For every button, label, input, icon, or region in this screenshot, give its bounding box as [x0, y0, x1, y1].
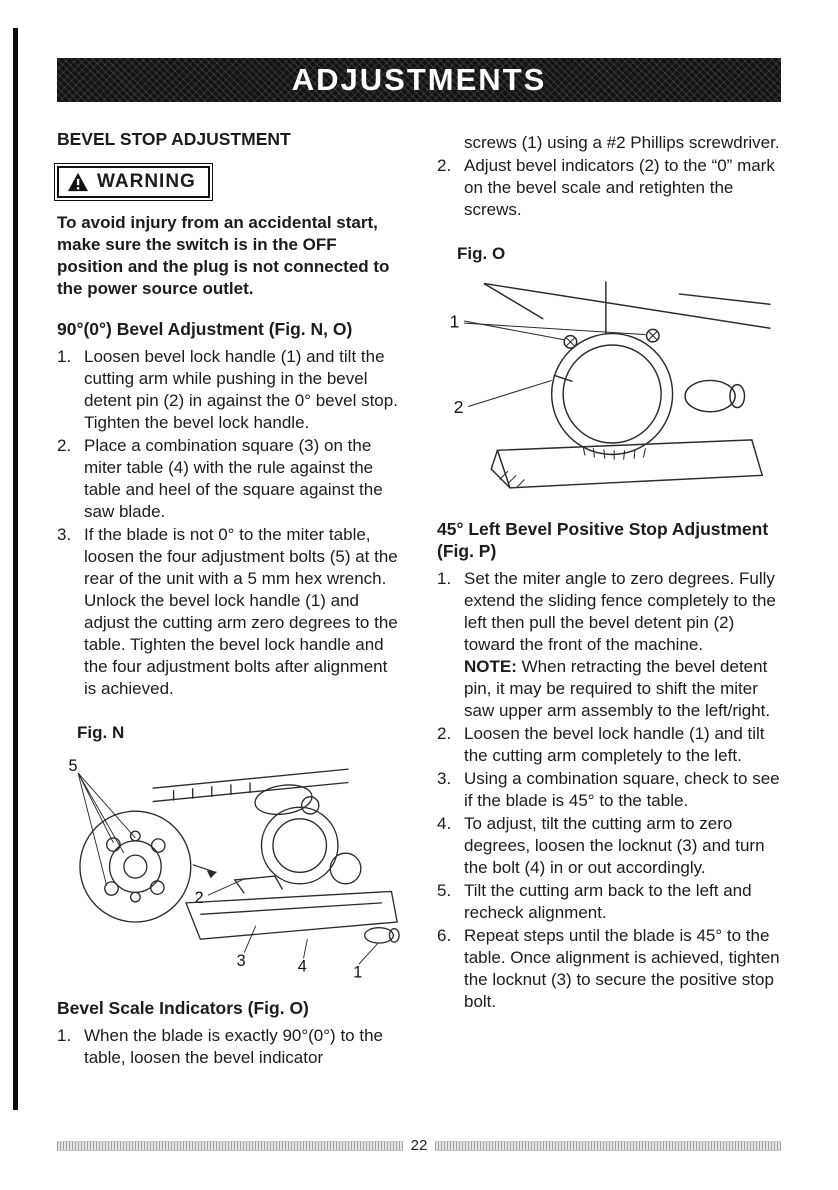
warning-label: WARNING — [97, 171, 196, 192]
note-label: NOTE: — [464, 657, 517, 677]
section-banner — [57, 58, 781, 102]
footer-hatch-right — [435, 1141, 781, 1151]
page-footer — [57, 1137, 781, 1154]
list-text: If the blade is not 0° to the miter table, loosen the four adjustment bolts (5) at the rear of the unit with a 5 mm hex wrench. Unlock the bevel lock handle (1) and adjust the cutting arm zero degrees to the table. Tighten the bevel lock handle and the four adjustment bolts after alignment is achieved. — [84, 525, 398, 698]
indicators-list — [57, 1025, 401, 1069]
list-text — [464, 568, 781, 722]
left-column — [57, 128, 401, 1070]
fig-o-illustration — [437, 271, 781, 500]
list-number: 2. — [437, 724, 452, 744]
adj45-list — [437, 568, 781, 1013]
footer-hatch-left — [57, 1141, 403, 1151]
note-block — [464, 656, 781, 722]
warning-box — [57, 166, 210, 198]
section-banner-title: ADJUSTMENTS — [291, 62, 547, 97]
fig-n-callout-3: 3 — [236, 951, 246, 970]
list-item — [57, 346, 401, 434]
warning-text: To avoid injury from an accidental start, make sure the switch is in the OFF position and the plug is not connected to the power source outlet. — [57, 213, 390, 298]
scan-artifact-line — [13, 28, 18, 1110]
fig-n-label: Fig. N — [77, 723, 125, 742]
fig-o-callout-1: 1 — [449, 311, 460, 332]
list-item — [437, 132, 781, 154]
fig-n-callout-5: 5 — [68, 757, 78, 776]
page-content — [57, 58, 781, 1070]
list-number: 1. — [437, 569, 452, 589]
list-number: 3. — [57, 525, 72, 544]
list-text: Loosen the bevel lock handle (1) and tilt the cutting arm completely to the left. — [464, 724, 765, 766]
list-text: Repeat steps until the blade is 45° to the table. Once alignment is achieved, tighten the locknut (3) to secure the positive stop bolt. — [464, 926, 780, 1012]
bevel90-list — [57, 346, 401, 700]
list-item — [437, 723, 781, 767]
list-item — [57, 1025, 401, 1069]
heading-bevel-scale-indicators: Bevel Scale Indicators (Fig. O) — [57, 998, 309, 1019]
heading-bevel-stop-adjustment: BEVEL STOP ADJUSTMENT — [57, 129, 291, 149]
heading-45-left-bevel: 45° Left Bevel Positive Stop Adjustment (Fig. P) — [437, 519, 769, 562]
list-number: 2. — [57, 436, 72, 455]
list-number — [437, 132, 464, 154]
list-number: 1. — [57, 1026, 72, 1046]
list-number: 2. — [437, 156, 452, 175]
list-item — [57, 435, 401, 523]
list-item — [437, 880, 781, 924]
list-text: Adjust bevel indicators (2) to the “0” mark on the bevel scale and retighten the screws. — [464, 156, 775, 219]
list-text: When the blade is exactly 90°(0°) to the table, loosen the bevel indicator — [84, 1026, 383, 1068]
right-column — [437, 128, 781, 1070]
indicators-list-continued — [437, 132, 781, 221]
fig-n-callout-4: 4 — [297, 957, 307, 976]
list-item — [437, 155, 781, 221]
two-column-layout — [57, 128, 781, 1070]
list-item — [57, 524, 401, 700]
list-number: 6. — [437, 926, 452, 946]
list-text-body: Set the miter angle to zero degrees. Fully extend the sliding fence completely to the left then pull the bevel detent pin (2) toward the front of the machine. — [464, 569, 776, 655]
fig-o-label: Fig. O — [457, 244, 506, 263]
page-number: 22 — [410, 1137, 428, 1154]
list-text: Place a combination square (3) on the miter table (4) with the rule against the table and heel of the square against the saw blade. — [84, 436, 383, 521]
list-item — [437, 768, 781, 812]
list-item — [437, 925, 781, 1013]
list-number: 5. — [437, 881, 452, 901]
list-text: Using a combination square, check to see if the blade is 45° to the table. — [464, 769, 780, 811]
list-item — [437, 568, 781, 722]
heading-90-bevel-adjustment: 90°(0°) Bevel Adjustment (Fig. N, O) — [57, 319, 353, 339]
fig-n-callout-1: 1 — [353, 963, 363, 980]
fig-n-illustration — [57, 750, 401, 979]
list-item — [437, 813, 781, 879]
list-number: 1. — [57, 347, 72, 366]
list-text: Loosen bevel lock handle (1) and tilt the cutting arm while pushing in the bevel detent pin (2) in against the 0° bevel stop. Tighten the bevel lock handle. — [84, 347, 398, 432]
list-number: 3. — [437, 769, 452, 789]
warning-triangle-icon — [67, 172, 89, 192]
list-text: Tilt the cutting arm back to the left and recheck alignment. — [464, 881, 752, 923]
list-text: To adjust, tilt the cutting arm to zero degrees, loosen the locknut (3) and turn the bolt (4) in or out accordingly. — [464, 814, 765, 878]
list-text: screws (1) using a #2 Phillips screwdriver. — [464, 133, 780, 152]
fig-n-callout-2: 2 — [194, 888, 204, 907]
list-number: 4. — [437, 814, 452, 834]
fig-o-callout-2: 2 — [453, 396, 464, 417]
note-text: When retracting the bevel detent pin, it may be required to shift the miter saw upper arm assembly to the left/right. — [464, 657, 771, 721]
